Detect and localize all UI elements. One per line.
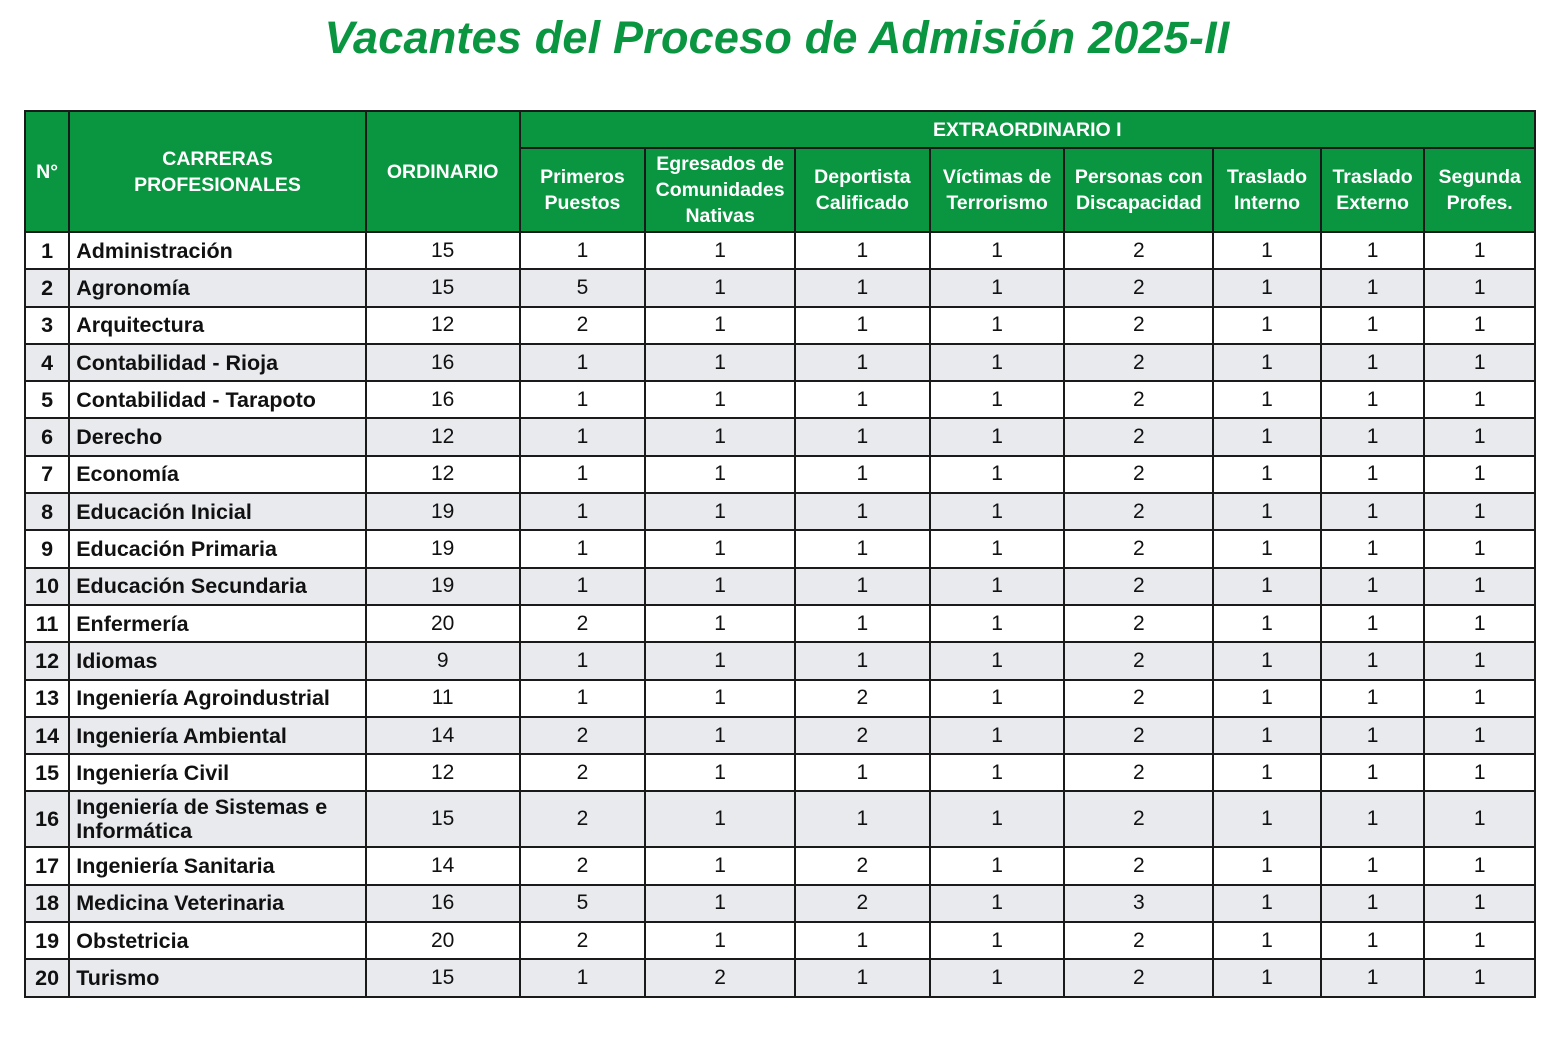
career-name: Turismo — [69, 959, 366, 996]
traslado-externo-value: 1 — [1321, 885, 1425, 922]
segunda-profes-value: 1 — [1424, 717, 1535, 754]
egresados-value: 1 — [645, 493, 795, 530]
traslado-externo-value: 1 — [1321, 959, 1425, 996]
discapacidad-value: 2 — [1064, 307, 1213, 344]
traslado-interno-value: 1 — [1213, 605, 1321, 642]
row-number: 20 — [25, 959, 69, 996]
primeros-puestos-value: 1 — [520, 456, 646, 493]
discapacidad-value: 2 — [1064, 568, 1213, 605]
row-number: 12 — [25, 642, 69, 679]
deportista-value: 1 — [795, 754, 930, 791]
deportista-value: 1 — [795, 456, 930, 493]
traslado-interno-value: 1 — [1213, 344, 1321, 381]
segunda-profes-value: 1 — [1424, 922, 1535, 959]
traslado-interno-value: 1 — [1213, 680, 1321, 717]
primeros-puestos-value: 1 — [520, 493, 646, 530]
traslado-externo-value: 1 — [1321, 680, 1425, 717]
segunda-profes-value: 1 — [1424, 605, 1535, 642]
segunda-profes-value: 1 — [1424, 754, 1535, 791]
victimas-value: 1 — [930, 493, 1065, 530]
discapacidad-value: 2 — [1064, 418, 1213, 455]
discapacidad-value: 2 — [1064, 456, 1213, 493]
table-row — [25, 568, 1535, 605]
traslado-interno-value: 1 — [1213, 307, 1321, 344]
primeros-puestos-value: 1 — [520, 344, 646, 381]
deportista-value: 1 — [795, 381, 930, 418]
victimas-value: 1 — [930, 344, 1065, 381]
header-careers: CARRERAS PROFESIONALES — [69, 111, 366, 232]
segunda-profes-value: 1 — [1424, 269, 1535, 306]
deportista-value: 1 — [795, 232, 930, 269]
segunda-profes-value: 1 — [1424, 680, 1535, 717]
deportista-value: 2 — [795, 847, 930, 884]
traslado-externo-value: 1 — [1321, 307, 1425, 344]
discapacidad-value: 2 — [1064, 269, 1213, 306]
deportista-value: 1 — [795, 344, 930, 381]
egresados-value: 1 — [645, 530, 795, 567]
ordinario-value: 16 — [366, 381, 520, 418]
primeros-puestos-value: 2 — [520, 717, 646, 754]
egresados-value: 1 — [645, 642, 795, 679]
career-name: Educación Primaria — [69, 530, 366, 567]
traslado-interno-value: 1 — [1213, 530, 1321, 567]
ordinario-value: 15 — [366, 269, 520, 306]
ordinario-value: 19 — [366, 530, 520, 567]
egresados-value: 1 — [645, 307, 795, 344]
primeros-puestos-value: 1 — [520, 959, 646, 996]
ordinario-value: 16 — [366, 344, 520, 381]
egresados-value: 1 — [645, 418, 795, 455]
deportista-value: 2 — [795, 680, 930, 717]
ordinario-value: 14 — [366, 847, 520, 884]
discapacidad-value: 2 — [1064, 717, 1213, 754]
traslado-externo-value: 1 — [1321, 717, 1425, 754]
header-extraordinary-group: EXTRAORDINARIO I — [520, 111, 1535, 148]
header-num: N° — [25, 111, 69, 232]
traslado-externo-value: 1 — [1321, 232, 1425, 269]
header-deportista: Deportista Calificado — [795, 148, 930, 232]
victimas-value: 1 — [930, 568, 1065, 605]
career-name: Agronomía — [69, 269, 366, 306]
table-row — [25, 269, 1535, 306]
victimas-value: 1 — [930, 269, 1065, 306]
egresados-value: 1 — [645, 605, 795, 642]
ordinario-value: 12 — [366, 754, 520, 791]
segunda-profes-value: 1 — [1424, 307, 1535, 344]
primeros-puestos-value: 1 — [520, 530, 646, 567]
table-row — [25, 307, 1535, 344]
career-name: Educación Inicial — [69, 493, 366, 530]
deportista-value: 1 — [795, 493, 930, 530]
table-row — [25, 885, 1535, 922]
row-number: 15 — [25, 754, 69, 791]
table-row — [25, 680, 1535, 717]
victimas-value: 1 — [930, 418, 1065, 455]
row-number: 3 — [25, 307, 69, 344]
victimas-value: 1 — [930, 642, 1065, 679]
traslado-externo-value: 1 — [1321, 642, 1425, 679]
deportista-value: 1 — [795, 418, 930, 455]
traslado-interno-value: 1 — [1213, 381, 1321, 418]
deportista-value: 1 — [795, 791, 930, 847]
segunda-profes-value: 1 — [1424, 847, 1535, 884]
egresados-value: 1 — [645, 381, 795, 418]
career-name: Administración — [69, 232, 366, 269]
traslado-interno-value: 1 — [1213, 269, 1321, 306]
table-row — [25, 530, 1535, 567]
career-name: Obstetricia — [69, 922, 366, 959]
header-victimas: Víctimas de Terrorismo — [930, 148, 1065, 232]
egresados-value: 1 — [645, 680, 795, 717]
segunda-profes-value: 1 — [1424, 568, 1535, 605]
egresados-value: 1 — [645, 717, 795, 754]
career-name: Enfermería — [69, 605, 366, 642]
table-body — [25, 232, 1535, 997]
deportista-value: 1 — [795, 307, 930, 344]
primeros-puestos-value: 2 — [520, 922, 646, 959]
table-row — [25, 456, 1535, 493]
segunda-profes-value: 1 — [1424, 232, 1535, 269]
header-egresados: Egresados de Comunidades Nativas — [645, 148, 795, 232]
deportista-value: 1 — [795, 959, 930, 996]
row-number: 4 — [25, 344, 69, 381]
row-number: 9 — [25, 530, 69, 567]
deportista-value: 1 — [795, 530, 930, 567]
egresados-value: 1 — [645, 269, 795, 306]
discapacidad-value: 2 — [1064, 493, 1213, 530]
victimas-value: 1 — [930, 791, 1065, 847]
traslado-interno-value: 1 — [1213, 791, 1321, 847]
row-number: 10 — [25, 568, 69, 605]
egresados-value: 1 — [645, 885, 795, 922]
traslado-interno-value: 1 — [1213, 568, 1321, 605]
egresados-value: 1 — [645, 344, 795, 381]
egresados-value: 1 — [645, 791, 795, 847]
segunda-profes-value: 1 — [1424, 530, 1535, 567]
header-primeros-puestos: Primeros Puestos — [520, 148, 646, 232]
traslado-interno-value: 1 — [1213, 959, 1321, 996]
primeros-puestos-value: 2 — [520, 754, 646, 791]
traslado-externo-value: 1 — [1321, 605, 1425, 642]
victimas-value: 1 — [930, 754, 1065, 791]
table-row — [25, 791, 1535, 847]
primeros-puestos-value: 1 — [520, 232, 646, 269]
traslado-interno-value: 1 — [1213, 847, 1321, 884]
discapacidad-value: 2 — [1064, 791, 1213, 847]
traslado-externo-value: 1 — [1321, 530, 1425, 567]
deportista-value: 1 — [795, 269, 930, 306]
segunda-profes-value: 1 — [1424, 418, 1535, 455]
career-name: Idiomas — [69, 642, 366, 679]
table-row — [25, 959, 1535, 996]
primeros-puestos-value: 1 — [520, 381, 646, 418]
segunda-profes-value: 1 — [1424, 885, 1535, 922]
table-row — [25, 381, 1535, 418]
deportista-value: 2 — [795, 717, 930, 754]
row-number: 1 — [25, 232, 69, 269]
discapacidad-value: 2 — [1064, 605, 1213, 642]
egresados-value: 1 — [645, 754, 795, 791]
primeros-puestos-value: 2 — [520, 605, 646, 642]
ordinario-value: 15 — [366, 791, 520, 847]
row-number: 7 — [25, 456, 69, 493]
deportista-value: 1 — [795, 568, 930, 605]
ordinario-value: 14 — [366, 717, 520, 754]
deportista-value: 2 — [795, 885, 930, 922]
table-row — [25, 418, 1535, 455]
discapacidad-value: 2 — [1064, 381, 1213, 418]
discapacidad-value: 2 — [1064, 642, 1213, 679]
header-discapacidad: Personas con Discapacidad — [1064, 148, 1213, 232]
table-row — [25, 717, 1535, 754]
primeros-puestos-value: 1 — [520, 568, 646, 605]
table-row — [25, 344, 1535, 381]
victimas-value: 1 — [930, 922, 1065, 959]
traslado-interno-value: 1 — [1213, 717, 1321, 754]
table-row — [25, 847, 1535, 884]
ordinario-value: 15 — [366, 232, 520, 269]
ordinario-value: 12 — [366, 418, 520, 455]
primeros-puestos-value: 1 — [520, 418, 646, 455]
traslado-externo-value: 1 — [1321, 847, 1425, 884]
traslado-externo-value: 1 — [1321, 418, 1425, 455]
ordinario-value: 20 — [366, 922, 520, 959]
career-name: Ingeniería de Sistemas e Informática — [69, 791, 366, 847]
victimas-value: 1 — [930, 717, 1065, 754]
discapacidad-value: 2 — [1064, 530, 1213, 567]
primeros-puestos-value: 2 — [520, 791, 646, 847]
career-name: Ingeniería Civil — [69, 754, 366, 791]
career-name: Derecho — [69, 418, 366, 455]
victimas-value: 1 — [930, 232, 1065, 269]
egresados-value: 2 — [645, 959, 795, 996]
victimas-value: 1 — [930, 847, 1065, 884]
table-row — [25, 922, 1535, 959]
header-ordinary: ORDINARIO — [366, 111, 520, 232]
table-row — [25, 605, 1535, 642]
discapacidad-value: 2 — [1064, 680, 1213, 717]
row-number: 17 — [25, 847, 69, 884]
page-title: Vacantes del Proceso de Admisión 2025-II — [324, 12, 1230, 63]
career-name: Medicina Veterinaria — [69, 885, 366, 922]
row-number: 5 — [25, 381, 69, 418]
header-traslado-interno: Traslado Interno — [1213, 148, 1321, 232]
career-name: Economía — [69, 456, 366, 493]
row-number: 18 — [25, 885, 69, 922]
discapacidad-value: 3 — [1064, 885, 1213, 922]
traslado-externo-value: 1 — [1321, 791, 1425, 847]
traslado-interno-value: 1 — [1213, 885, 1321, 922]
victimas-value: 1 — [930, 381, 1065, 418]
segunda-profes-value: 1 — [1424, 642, 1535, 679]
traslado-externo-value: 1 — [1321, 269, 1425, 306]
row-number: 16 — [25, 791, 69, 847]
header-segunda-profes: Segunda Profes. — [1424, 148, 1535, 232]
victimas-value: 1 — [930, 456, 1065, 493]
victimas-value: 1 — [930, 307, 1065, 344]
career-name: Ingeniería Sanitaria — [69, 847, 366, 884]
ordinario-value: 20 — [366, 605, 520, 642]
row-number: 2 — [25, 269, 69, 306]
discapacidad-value: 2 — [1064, 922, 1213, 959]
victimas-value: 1 — [930, 530, 1065, 567]
segunda-profes-value: 1 — [1424, 344, 1535, 381]
row-number: 6 — [25, 418, 69, 455]
primeros-puestos-value: 1 — [520, 680, 646, 717]
egresados-value: 1 — [645, 232, 795, 269]
traslado-externo-value: 1 — [1321, 456, 1425, 493]
ordinario-value: 19 — [366, 568, 520, 605]
ordinario-value: 15 — [366, 959, 520, 996]
egresados-value: 1 — [645, 568, 795, 605]
table-row — [25, 754, 1535, 791]
ordinario-value: 12 — [366, 307, 520, 344]
row-number: 19 — [25, 922, 69, 959]
victimas-value: 1 — [930, 680, 1065, 717]
career-name: Educación Secundaria — [69, 568, 366, 605]
ordinario-value: 16 — [366, 885, 520, 922]
deportista-value: 1 — [795, 605, 930, 642]
row-number: 14 — [25, 717, 69, 754]
row-number: 11 — [25, 605, 69, 642]
career-name: Contabilidad - Tarapoto — [69, 381, 366, 418]
traslado-externo-value: 1 — [1321, 344, 1425, 381]
victimas-value: 1 — [930, 959, 1065, 996]
primeros-puestos-value: 5 — [520, 885, 646, 922]
primeros-puestos-value: 1 — [520, 642, 646, 679]
victimas-value: 1 — [930, 605, 1065, 642]
career-name: Ingeniería Ambiental — [69, 717, 366, 754]
ordinario-value: 19 — [366, 493, 520, 530]
traslado-externo-value: 1 — [1321, 568, 1425, 605]
table-row — [25, 493, 1535, 530]
traslado-externo-value: 1 — [1321, 922, 1425, 959]
victimas-value: 1 — [930, 885, 1065, 922]
primeros-puestos-value: 2 — [520, 847, 646, 884]
segunda-profes-value: 1 — [1424, 456, 1535, 493]
table-row — [25, 642, 1535, 679]
discapacidad-value: 2 — [1064, 847, 1213, 884]
egresados-value: 1 — [645, 922, 795, 959]
segunda-profes-value: 1 — [1424, 959, 1535, 996]
row-number: 8 — [25, 493, 69, 530]
egresados-value: 1 — [645, 847, 795, 884]
traslado-interno-value: 1 — [1213, 493, 1321, 530]
traslado-interno-value: 1 — [1213, 642, 1321, 679]
segunda-profes-value: 1 — [1424, 791, 1535, 847]
traslado-interno-value: 1 — [1213, 754, 1321, 791]
table-row — [25, 232, 1535, 269]
ordinario-value: 9 — [366, 642, 520, 679]
discapacidad-value: 2 — [1064, 754, 1213, 791]
discapacidad-value: 2 — [1064, 959, 1213, 996]
header-traslado-externo: Traslado Externo — [1321, 148, 1425, 232]
ordinario-value: 11 — [366, 680, 520, 717]
deportista-value: 1 — [795, 642, 930, 679]
primeros-puestos-value: 2 — [520, 307, 646, 344]
traslado-externo-value: 1 — [1321, 381, 1425, 418]
traslado-externo-value: 1 — [1321, 754, 1425, 791]
vacancies-table — [24, 110, 1536, 998]
discapacidad-value: 2 — [1064, 344, 1213, 381]
traslado-interno-value: 1 — [1213, 418, 1321, 455]
traslado-interno-value: 1 — [1213, 922, 1321, 959]
row-number: 13 — [25, 680, 69, 717]
traslado-externo-value: 1 — [1321, 493, 1425, 530]
traslado-interno-value: 1 — [1213, 456, 1321, 493]
traslado-interno-value: 1 — [1213, 232, 1321, 269]
career-name: Contabilidad - Rioja — [69, 344, 366, 381]
career-name: Arquitectura — [69, 307, 366, 344]
deportista-value: 1 — [795, 922, 930, 959]
ordinario-value: 12 — [366, 456, 520, 493]
career-name: Ingeniería Agroindustrial — [69, 680, 366, 717]
primeros-puestos-value: 5 — [520, 269, 646, 306]
egresados-value: 1 — [645, 456, 795, 493]
discapacidad-value: 2 — [1064, 232, 1213, 269]
segunda-profes-value: 1 — [1424, 493, 1535, 530]
segunda-profes-value: 1 — [1424, 381, 1535, 418]
